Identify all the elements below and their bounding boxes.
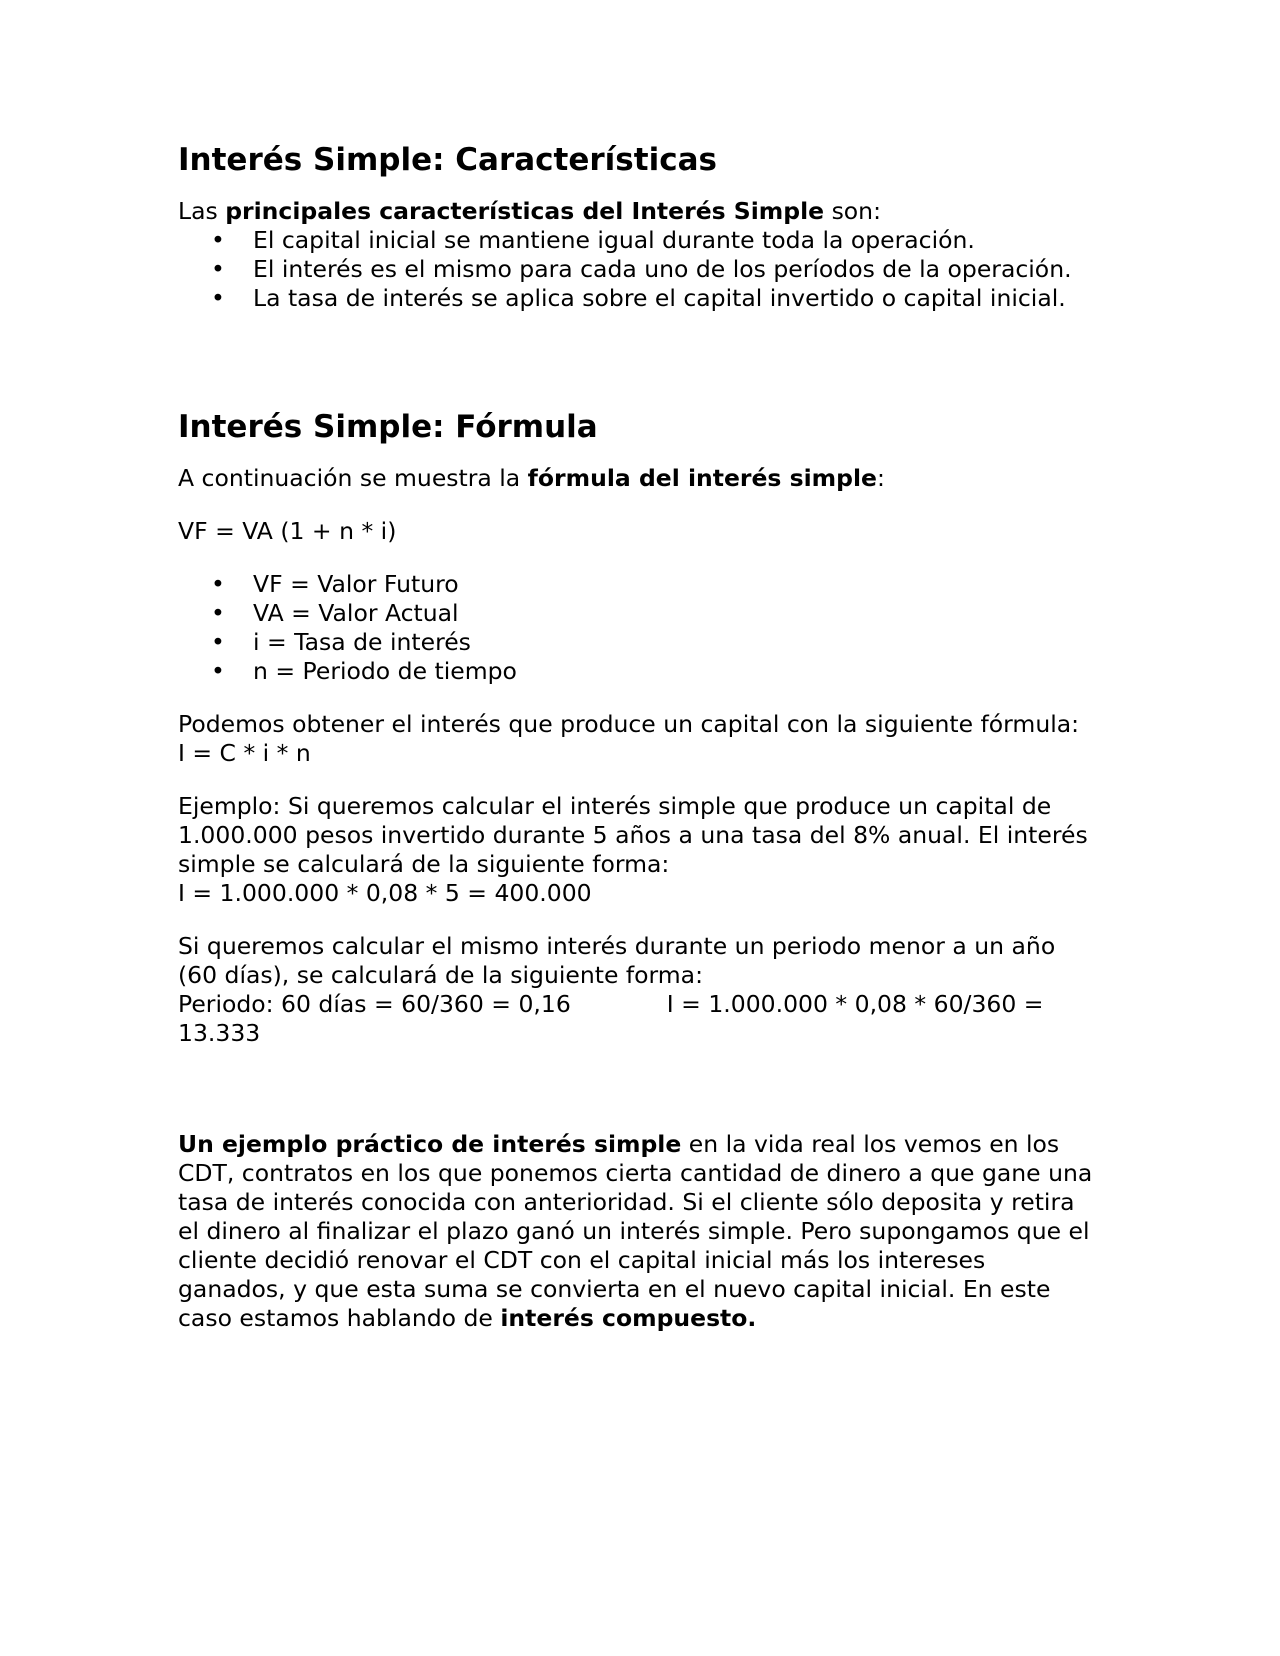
list-item: • VF = Valor Futuro bbox=[178, 570, 1098, 599]
intro-bold-text: fórmula del interés simple bbox=[527, 464, 877, 492]
example-paragraph: Ejemplo: Si queremos calcular el interés simple que produce un capital de 1.000.000 pesos invertido durante 5 años a una tasa del 8% anual. El interés simple se calculará de la siguiente forma: bbox=[178, 792, 1088, 878]
definitions-list bbox=[178, 570, 1098, 686]
interest-formula: I = C * i * n bbox=[178, 739, 311, 767]
caracteristicas-list bbox=[178, 226, 1098, 313]
interest-paragraph: Podemos obtener el interés que produce un capital con la siguiente fórmula: bbox=[178, 710, 1080, 738]
intro-text: Las bbox=[178, 197, 226, 225]
list-item: • El interés es el mismo para cada uno de los períodos de la operación. bbox=[178, 255, 1098, 284]
practical-example-tail: interés compuesto. bbox=[500, 1304, 757, 1332]
section-title-caracteristicas: Interés Simple: Características bbox=[178, 142, 717, 178]
practical-example-lead: Un ejemplo práctico de interés simple bbox=[178, 1130, 682, 1158]
caracteristicas-intro bbox=[178, 197, 1098, 226]
period-calculation bbox=[178, 990, 1098, 1048]
section-title-formula: Interés Simple: Fórmula bbox=[178, 409, 598, 445]
example-calculation: I = 1.000.000 * 0,08 * 5 = 400.000 bbox=[178, 879, 592, 907]
formula-intro bbox=[178, 464, 1098, 493]
list-item: • n = Periodo de tiempo bbox=[178, 657, 1098, 686]
period-calc-days: Periodo: 60 días = 60/360 = 0,16 bbox=[178, 990, 571, 1018]
period-paragraph: Si queremos calcular el mismo interés durante un periodo menor a un año (60 días), se calculará de la siguiente forma: bbox=[178, 932, 1056, 989]
list-item: • i = Tasa de interés bbox=[178, 628, 1098, 657]
document-page bbox=[178, 140, 1098, 1333]
period-calc-result: I = 1.000.000 * 0,08 * 60/360 = 13.333 bbox=[178, 990, 1044, 1047]
practical-example-paragraph bbox=[178, 1130, 1098, 1333]
list-item: • El capital inicial se mantiene igual durante toda la operación. bbox=[178, 226, 1098, 255]
list-item: • VA = Valor Actual bbox=[178, 599, 1098, 628]
practical-example-body: en la vida real los vemos en los CDT, contratos en los que ponemos cierta cantidad de dinero a que gane una tasa de interés conocida con anterioridad. Si el cliente sólo deposita y retira el dinero al finalizar el plazo ganó un interés simple. Pero supongamos que el cliente decidió renovar el CDT con el capital inicial más los intereses ganados, y que esta suma se convierta en el nuevo capital inicial. En este caso estamos hablando de bbox=[178, 1130, 1093, 1332]
list-item: • La tasa de interés se aplica sobre el capital invertido o capital inicial. bbox=[178, 284, 1098, 313]
intro-bold-text: principales características del Interés Simple bbox=[225, 197, 825, 225]
main-formula: VF = VA (1 + n * i) bbox=[178, 517, 397, 545]
intro-text-end: son: bbox=[824, 197, 881, 225]
intro-text-end: : bbox=[876, 464, 885, 492]
intro-text: A continuación se muestra la bbox=[178, 464, 528, 492]
